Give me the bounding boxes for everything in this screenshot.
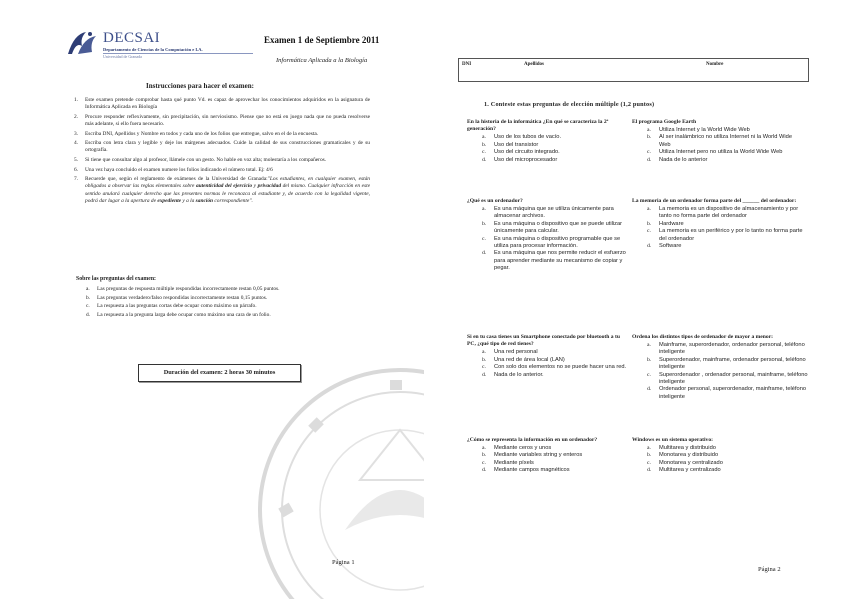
answer-option: c. Mediante píxels: [482, 459, 534, 466]
rule-item: a. Las preguntas de respuesta múltiple respondidas incorrectamente restan 0,05 puntos.: [86, 286, 280, 292]
question-stem: ¿Cómo se representa la información en un ordenador?: [467, 437, 598, 443]
question-block: [467, 119, 627, 164]
page-number: Página 2: [758, 566, 781, 573]
logo-department: Departamento de Ciencias de la Computación e I.A.: [103, 47, 203, 52]
answer-option: c. Monotarea y centralizado: [647, 459, 723, 466]
dni-label: DNI: [462, 62, 472, 67]
answer-option: c. Uso del circuito integrado.: [482, 149, 560, 156]
question-stem: Si en tu casa tienes un Smartphone conectado por bluetooth a tu PC, ¿qué tipo de red tienes?: [467, 334, 620, 348]
question-stem: Ordena los distintos tipos de ordenador de mayor a menor:: [632, 334, 774, 340]
exam-title: Examen 1 de Septiembre 2011: [264, 35, 380, 45]
answer-option: d. Es una máquina que nos permite reducir el esfuerzo para aprender mediante su mecanismo de copiar y pegar.: [482, 250, 626, 272]
instruction-item-regulation: 7. Recuerde que, según el reglamento de exámenes de la Universidad de Granada:"Los estudiantes, en cualquier examen, están obligados a observar las reglas elementales sobre autenticidad del ejercicio y privacidad del mismo. Cualquier infracción en este sentido anulará cualquier derecho que las presentes normas le reconozca al estudiante y, de acuerdo con la legalidad vigente, podrá dar lugar a la apertura de expediente y a la sanción correspondiente".: [74, 176, 370, 204]
answer-option: b. Mediante variables string y enteros: [482, 452, 583, 459]
answer-option: a. Uso de los tubos de vacío.: [482, 134, 562, 141]
instruction-item: 1. Este examen pretende comprobar hasta qué punto Vd. es capaz de aprovechar los conocimientos adquiridos en la asignatura de Informática Aplicada en Biología: [74, 97, 370, 111]
surname-label: Apellidos: [524, 62, 545, 67]
decsai-logo-icon: [66, 28, 100, 58]
answer-option: a. Utiliza Internet y la World Wide Web: [647, 126, 750, 133]
answer-option: d. Ordenador personal, superordenador, mainframe, teléfono inteligente: [647, 386, 807, 400]
answer-option: c. Con solo dos elementos no se puede hacer una red.: [482, 364, 627, 371]
answer-option: a. Mediante ceros y unos: [482, 444, 552, 451]
answer-option: b. Al ser inalámbrico no utiliza Internet ni la World Wide Web: [647, 134, 792, 148]
question-stem: En la historia de la informática ¿En qué se caracteriza la 2ª generación?: [467, 119, 609, 133]
question-stem: ¿Qué es un ordenador?: [467, 198, 523, 204]
instructions-heading: Instrucciones para hacer el examen:: [146, 82, 254, 90]
exam-subject: Informática Aplicada a la Biología: [276, 57, 368, 64]
answer-option: c. Es una máquina o dispositivo programable que se utiliza para procesar información.: [482, 235, 621, 249]
answer-option: d. Nada de lo anterior.: [482, 371, 544, 378]
answer-option: d. Mediante campos magnéticos: [482, 467, 570, 474]
instruction-item: 6. Una vez haya concluido el examen numere los folios indicando el número total. Ej: 4/6: [74, 166, 273, 173]
answer-option: d. Nada de lo anterior: [647, 156, 708, 163]
instruction-item: 5. Si tiene que consultar algo al profesor, llámele con un gesto. No hable en voz alta; molestaría a los compañeros.: [74, 156, 327, 163]
logo-name: DECSAI: [103, 30, 161, 46]
answer-option: a. Mainframe, superordenador, ordenador personal, teléfono inteligente: [647, 341, 805, 356]
question-block: [632, 119, 804, 164]
question-stem: El programa Google Earth: [632, 119, 697, 125]
question-block: [632, 437, 804, 475]
answer-option: c. Utiliza Internet pero no utiliza la World Wide Web: [647, 149, 783, 156]
page-number: Página 1: [332, 559, 355, 566]
answer-option: b. Superordenador, mainframe, ordenador personal, teléfono inteligente: [647, 356, 806, 371]
answer-option: c. Superordenador , ordenador personal, mainframe, teléfono inteligente: [647, 371, 808, 385]
exam-duration-box: Duración del examen: 2 horas 30 minutos: [138, 364, 301, 382]
questions-rules-heading: Sobre las preguntas del examen:: [76, 276, 156, 282]
question-stem: Windows es un sistema operativo:: [632, 437, 714, 443]
answer-option: d. Uso del microprocesador: [482, 156, 558, 163]
answer-option: a. Una red personal: [482, 349, 538, 356]
section-title: 1. Conteste estas preguntas de elección múltiple (1,2 puntos): [484, 101, 655, 108]
answer-option: a. La memoria es un dispositivo de almacenamiento y por tanto no forma parte del ordenador: [647, 205, 799, 220]
question-block: [467, 437, 627, 475]
answer-option: d. Software: [647, 242, 682, 249]
questions-rules-list: [86, 286, 372, 320]
question-block: [467, 334, 627, 379]
student-id-box[interactable]: [458, 58, 809, 82]
answer-option: a. Multitarea y distribuido: [647, 444, 716, 451]
answer-option: b. Monotarea y distribuido: [647, 452, 719, 459]
instructions-list: [72, 97, 370, 207]
instruction-item: 4. Escriba con letra clara y legible y deje los márgenes adecuados. Cuide la calidad de sus construcciones gramaticales y de su ortografía.: [74, 140, 370, 154]
answer-option: b. Es una máquina o dispositivo que se puede utilizar únicamente para calcular.: [482, 220, 623, 235]
question-stem: La memoria de un ordenador forma parte del ______ del ordenador:: [632, 198, 797, 204]
instruction-item: 2. Procure responder reflexivamente, sin precipitación, sin nerviosismo. Piense que no está en juego nada que no pueda resolverse más adelante, si ello fuera necesario.: [74, 113, 370, 127]
answer-option: b. Hardware: [647, 220, 684, 227]
question-block: [467, 198, 627, 273]
answer-option: b. Uso del transistor: [482, 141, 539, 148]
answer-option: c. La memoria es un periférico y por lo tanto no forma parte del ordenador: [647, 228, 803, 242]
answer-option: a. Es una máquina que se utiliza únicamente para almacenar archivos.: [482, 205, 614, 220]
question-block: [632, 198, 804, 250]
rule-item: b. Las preguntas verdadero/falso respondidas incorrectamente restan 0,15 puntos.: [86, 294, 268, 301]
rule-item: d. La respuesta a la pregunta larga debe ocupar como máximo una cara de un folio.: [86, 311, 271, 318]
question-block: [632, 334, 810, 401]
rule-item: c. La respuesta a las preguntas cortas debe ocupar como máximo un párrafo.: [86, 303, 257, 309]
exam-page-2: [424, 0, 848, 599]
instruction-item: 3. Escriba DNI, Apellidos y Nombre en todos y cada uno de los folios que entregue, salvo en el de la encuesta.: [74, 130, 319, 137]
logo-university: Universidad de Granada: [103, 54, 142, 59]
answer-option: b. Una red de área local (LAN): [482, 356, 565, 363]
answer-option: d. Multitarea y centralizado: [647, 467, 721, 474]
name-label: Nombre: [706, 62, 724, 67]
